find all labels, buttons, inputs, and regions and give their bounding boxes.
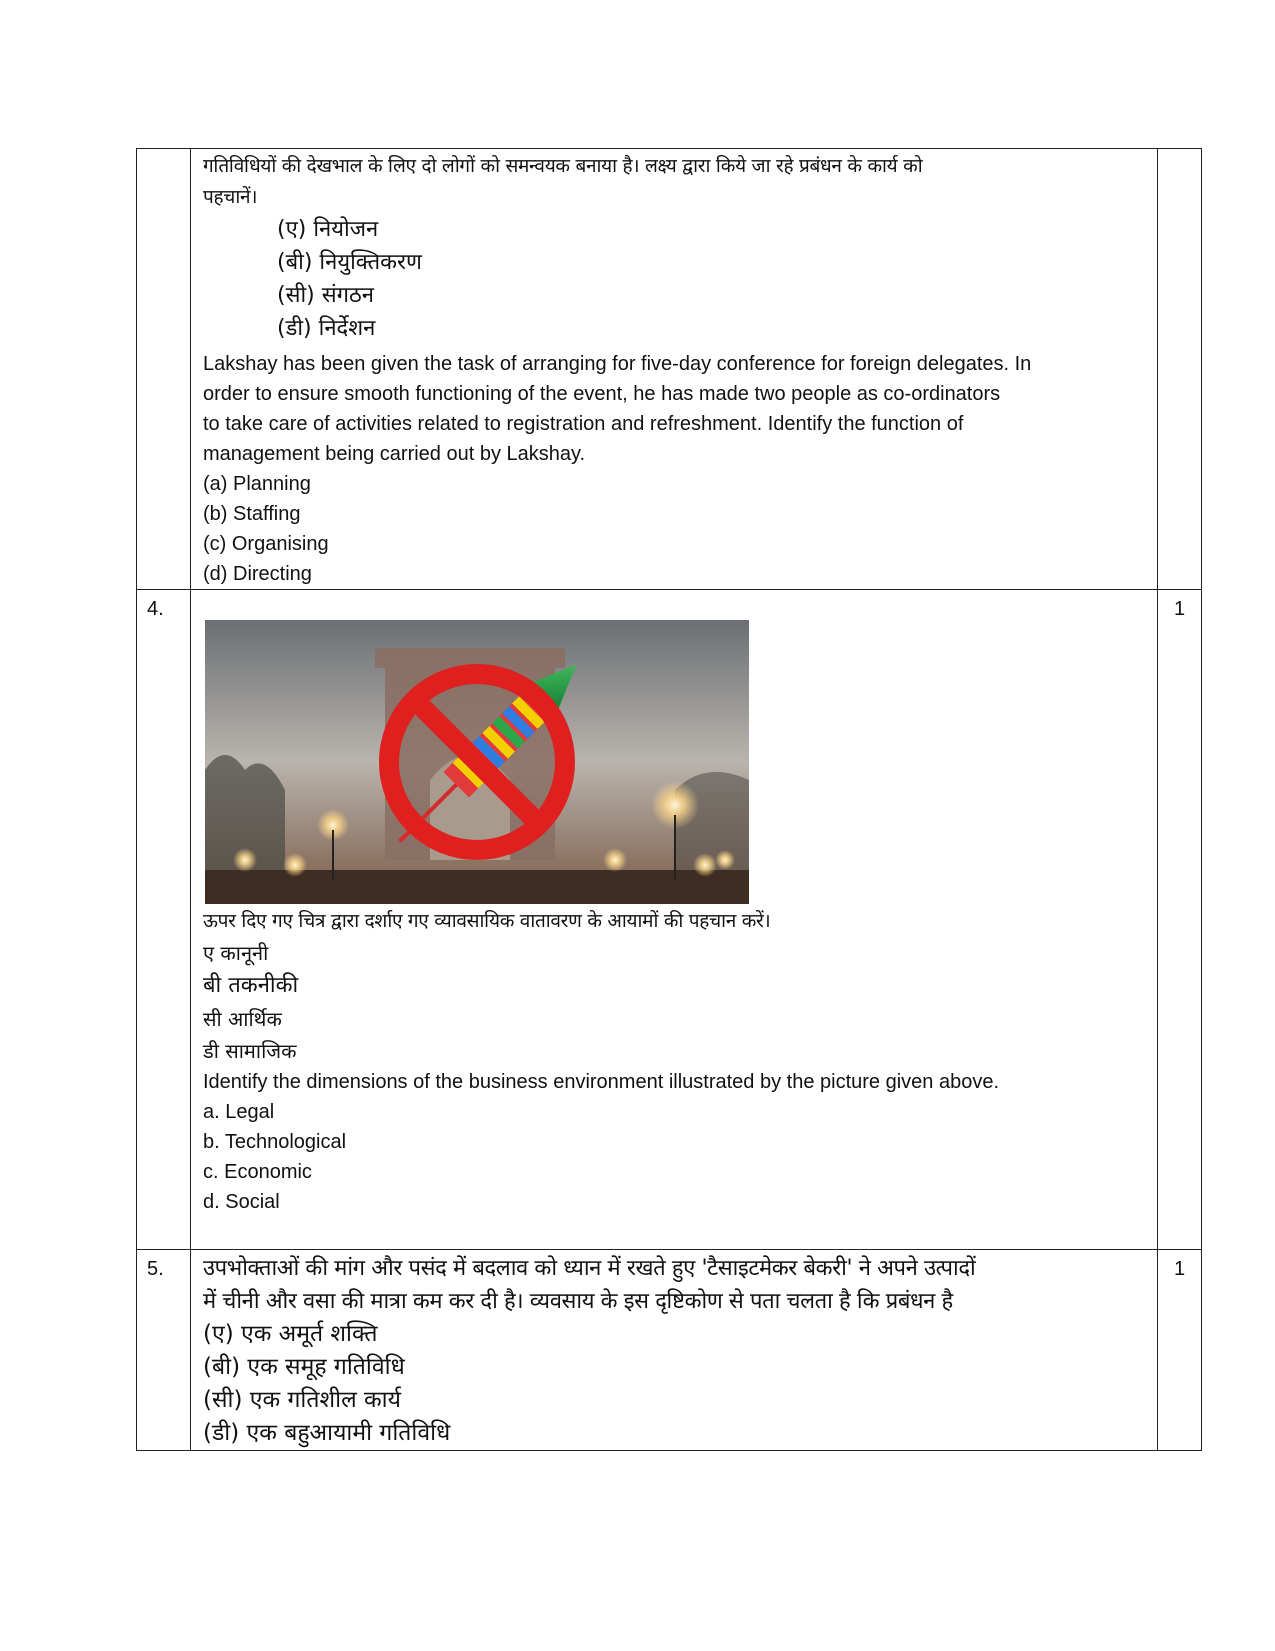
q4-hindi-option-c: सी आर्थिक	[203, 1007, 282, 1031]
question-marks: 1	[1158, 590, 1202, 1250]
q4-hindi-option-b: बी तकनीकी	[203, 973, 299, 998]
q3-hindi-option-c: (सी) संगठन	[277, 283, 374, 308]
q4-hindi-stem: ऊपर दिए गए चित्र द्वारा दर्शाए गए व्यावसायिक वातावरण के आयामों की पहचान करें।	[203, 910, 771, 932]
q3-english-stem-line: to take care of activities related to registration and refreshment. Identify the function of	[203, 413, 964, 435]
marks-cell	[1158, 149, 1202, 590]
question-5-body	[191, 1250, 1158, 1451]
q3-english-option-c: (c) Organising	[203, 533, 329, 555]
q4-english-stem: Identify the dimensions of the business environment illustrated by the picture given above.	[203, 1071, 1000, 1093]
question-marks: 1	[1158, 1250, 1202, 1451]
question-row-3	[137, 149, 1202, 590]
q5-hindi-stem-line: में चीनी और वसा की मात्रा कम कर दी है। व्यवसाय के इस दृष्टिकोण से पता चलता है कि प्रबंधन है	[203, 1289, 953, 1314]
q4-english-option-b: b. Technological	[203, 1131, 347, 1153]
q5-hindi-option-b: (बी) एक समूह गतिविधि	[203, 1354, 405, 1380]
q3-english-stem-line: management being carried out by Lakshay.	[203, 443, 586, 465]
question-row-4	[137, 590, 1202, 1250]
q3-english-stem-line: order to ensure smooth functioning of the event, he has made two people as co-ordinators	[203, 383, 1001, 405]
q4-english-option-a: a. Legal	[203, 1101, 275, 1123]
q3-hindi-option-a: (ए) नियोजन	[277, 217, 379, 242]
q3-hindi-stem-line: गतिविधियों की देखभाल के लिए दो लोगों को समन्वयक बनाया है। लक्ष्य द्वारा किये जा रहे प्रबंधन के कार्य को	[203, 155, 923, 177]
q4-hindi-option-d: डी सामाजिक	[203, 1039, 297, 1063]
question-4-body	[191, 590, 1158, 1250]
question-number: 5.	[137, 1250, 191, 1451]
q5-hindi-option-a: (ए) एक अमूर्त शक्ति	[203, 1321, 378, 1347]
q3-hindi-option-b: (बी) नियुक्तिकरण	[277, 250, 422, 275]
q4-hindi-option-a: ए कानूनी	[203, 941, 269, 965]
question-3-body	[191, 149, 1158, 590]
q3-english-option-b: (b) Staffing	[203, 503, 301, 525]
q3-english-stem-line: Lakshay has been given the task of arranging for five-day conference for foreign delegates. In	[203, 353, 1032, 375]
q3-hindi-option-d: (डी) निर्देशन	[277, 316, 376, 341]
q4-english-option-c: c. Economic	[203, 1161, 312, 1183]
question-table	[136, 148, 1202, 1451]
q5-hindi-option-d: (डी) एक बहुआयामी गतिविधि	[203, 1420, 451, 1446]
q3-english-option-d: (d) Directing	[203, 563, 312, 585]
no-firecrackers-icon	[205, 620, 749, 904]
question-number: 4.	[137, 590, 191, 1250]
question-number-cell	[137, 149, 191, 590]
q3-english-option-a: (a) Planning	[203, 473, 311, 495]
q5-hindi-stem-line: उपभोक्ताओं की मांग और पसंद में बदलाव को ध्यान में रखते हुए 'टैसाइटमेकर बेकरी' ने अपने उत्पादों	[203, 1256, 976, 1281]
q4-english-option-d: d. Social	[203, 1191, 280, 1213]
q3-hindi-stem-line: पहचानें।	[203, 186, 258, 208]
question-row-5	[137, 1250, 1202, 1451]
q5-hindi-option-c: (सी) एक गतिशील कार्य	[203, 1387, 401, 1413]
